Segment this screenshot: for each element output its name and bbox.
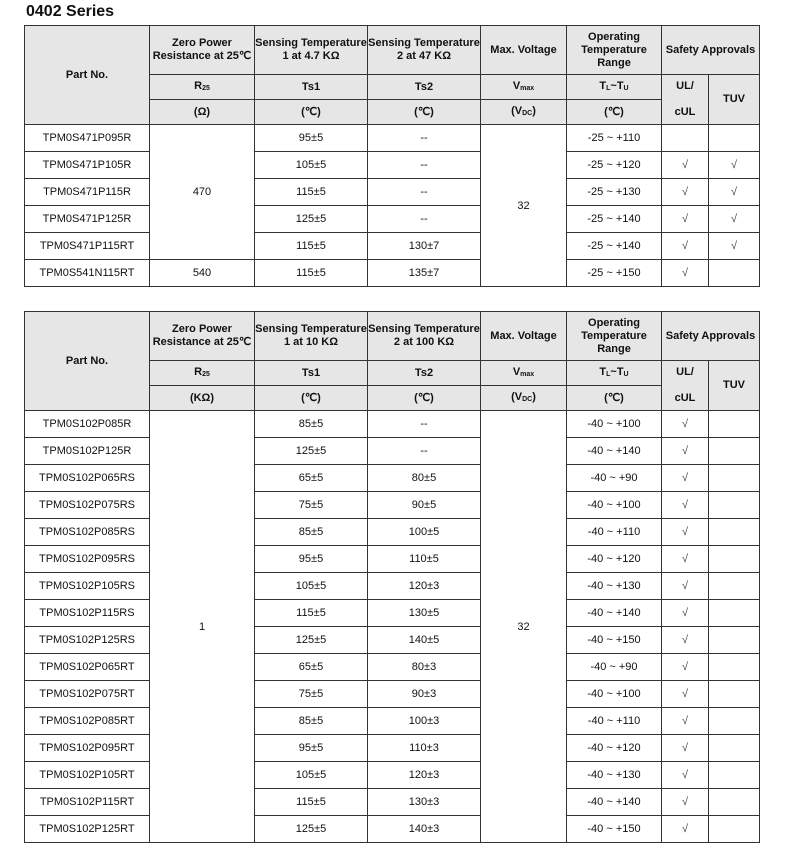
ts1-value: 95±5 <box>255 546 368 573</box>
ul-check: √ <box>662 438 709 465</box>
unit-vdc: $(V_{DC})$ <box>481 386 567 411</box>
unit-ts2: (℃) <box>368 100 481 125</box>
part-number: TPM0S102P095RS <box>25 546 150 573</box>
ts1-value: 115±5 <box>255 789 368 816</box>
unit-kohm: (KΩ) <box>150 386 255 411</box>
resistance-value: 470 <box>150 125 255 260</box>
part-number: TPM0S471P125R <box>25 206 150 233</box>
ts2-value: 100±5 <box>368 519 481 546</box>
table-row <box>25 816 760 843</box>
ts1-value: 95±5 <box>255 735 368 762</box>
tuv-check <box>709 260 760 287</box>
ul-check: √ <box>662 152 709 179</box>
header-part-no: Part No. <box>25 312 150 411</box>
ul-check: √ <box>662 816 709 843</box>
table-row <box>25 654 760 681</box>
ts2-value: 120±3 <box>368 762 481 789</box>
unit-ts1: (℃) <box>255 386 368 411</box>
unit-ohm: (Ω) <box>150 100 255 125</box>
part-number: TPM0S102P125RT <box>25 816 150 843</box>
unit-vdc: $(V_{DC})$ <box>481 100 567 125</box>
part-number: TPM0S102P085RT <box>25 708 150 735</box>
header-resistance: Zero Power Resistance at 25℃ <box>150 312 255 361</box>
part-number: TPM0S102P075RS <box>25 492 150 519</box>
header-part-no: Part No. <box>25 26 150 125</box>
ts1-value: 125±5 <box>255 816 368 843</box>
table-row <box>25 152 760 179</box>
tuv-check <box>709 762 760 789</box>
ul-check: √ <box>662 735 709 762</box>
range-value: -25 ~ +120 <box>567 152 662 179</box>
ul-check: √ <box>662 465 709 492</box>
tuv-check <box>709 573 760 600</box>
range-value: -40 ~ +90 <box>567 465 662 492</box>
part-number: TPM0S102P125R <box>25 438 150 465</box>
table-row <box>25 206 760 233</box>
series-title: 0402 Series <box>26 3 115 20</box>
table-row <box>25 465 760 492</box>
ts2-value: 130±7 <box>368 233 481 260</box>
range-value: -40 ~ +130 <box>567 573 662 600</box>
ts2-value: 110±3 <box>368 735 481 762</box>
table-row <box>25 735 760 762</box>
ul-check: √ <box>662 573 709 600</box>
ts2-value: 80±3 <box>368 654 481 681</box>
ts1-value: 105±5 <box>255 762 368 789</box>
table-row <box>25 681 760 708</box>
ts1-value: 105±5 <box>255 152 368 179</box>
ts2-value: 140±3 <box>368 816 481 843</box>
header-safety: Safety Approvals <box>662 26 760 75</box>
ts1-value: 115±5 <box>255 600 368 627</box>
range-value: -25 ~ +110 <box>567 125 662 152</box>
ts1-value: 75±5 <box>255 492 368 519</box>
table-row <box>25 233 760 260</box>
symbol-tl-tu: $T_L\sim T_U$ <box>567 361 662 386</box>
ts1-value: 115±5 <box>255 179 368 206</box>
table-row <box>25 789 760 816</box>
tuv-check <box>709 735 760 762</box>
part-number: TPM0S102P105RS <box>25 573 150 600</box>
ts1-value: 105±5 <box>255 573 368 600</box>
ts2-value: 120±3 <box>368 573 481 600</box>
symbol-vmax: $V_{max}$ <box>481 75 567 100</box>
symbol-r25: $R_{25}$ <box>150 361 255 386</box>
part-number: TPM0S471P115RT <box>25 233 150 260</box>
symbol-ts1: Ts1 <box>255 361 368 386</box>
header-ts1: Sensing Temperature 1 at 10 KΩ <box>255 312 368 361</box>
part-number: TPM0S102P085RS <box>25 519 150 546</box>
header-range: Operating Temperature Range <box>567 26 662 75</box>
ts1-value: 95±5 <box>255 125 368 152</box>
symbol-r25: $R_{25}$ <box>150 75 255 100</box>
tuv-check <box>709 708 760 735</box>
ts2-value: 110±5 <box>368 546 481 573</box>
range-value: -25 ~ +130 <box>567 179 662 206</box>
unit-ts2: (℃) <box>368 386 481 411</box>
spec-table-2 <box>24 311 760 843</box>
ts1-value: 85±5 <box>255 519 368 546</box>
range-value: -40 ~ +100 <box>567 411 662 438</box>
table-row <box>25 546 760 573</box>
symbol-ts2: Ts2 <box>368 75 481 100</box>
ts1-value: 85±5 <box>255 411 368 438</box>
ts2-value: 135±7 <box>368 260 481 287</box>
ts1-value: 65±5 <box>255 465 368 492</box>
part-number: TPM0S102P105RT <box>25 762 150 789</box>
ts1-value: 65±5 <box>255 654 368 681</box>
ul-check: √ <box>662 233 709 260</box>
unit-range: (℃) <box>567 100 662 125</box>
tuv-check <box>709 816 760 843</box>
range-value: -40 ~ +140 <box>567 600 662 627</box>
range-value: -40 ~ +100 <box>567 681 662 708</box>
symbol-vmax: $V_{max}$ <box>481 361 567 386</box>
range-value: -40 ~ +90 <box>567 654 662 681</box>
ul-check: √ <box>662 708 709 735</box>
tuv-check <box>709 546 760 573</box>
part-number: TPM0S102P095RT <box>25 735 150 762</box>
ts2-value: -- <box>368 179 481 206</box>
ul-check: √ <box>662 654 709 681</box>
ts2-value: -- <box>368 125 481 152</box>
part-number: TPM0S102P065RT <box>25 654 150 681</box>
part-number: TPM0S471P095R <box>25 125 150 152</box>
symbol-ts2: Ts2 <box>368 361 481 386</box>
header-ts2: Sensing Temperature 2 at 100 KΩ <box>368 312 481 361</box>
ts2-value: 130±3 <box>368 789 481 816</box>
ts2-value: -- <box>368 411 481 438</box>
tuv-check: √ <box>709 152 760 179</box>
ts2-value: -- <box>368 206 481 233</box>
ts2-value: -- <box>368 152 481 179</box>
part-number: TPM0S102P085R <box>25 411 150 438</box>
symbol-tuv: TUV <box>709 361 760 411</box>
ts1-value: 125±5 <box>255 206 368 233</box>
part-number: TPM0S471P105R <box>25 152 150 179</box>
header-resistance: Zero Power Resistance at 25℃ <box>150 26 255 75</box>
range-value: -40 ~ +110 <box>567 708 662 735</box>
ts2-value: 100±3 <box>368 708 481 735</box>
ts1-value: 115±5 <box>255 260 368 287</box>
ul-check: √ <box>662 411 709 438</box>
header-ts1: Sensing Temperature 1 at 4.7 KΩ <box>255 26 368 75</box>
range-value: -40 ~ +120 <box>567 546 662 573</box>
tuv-check <box>709 789 760 816</box>
part-number: TPM0S102P125RS <box>25 627 150 654</box>
header-range: Operating Temperature Range <box>567 312 662 361</box>
tuv-check: √ <box>709 206 760 233</box>
tuv-check <box>709 627 760 654</box>
range-value: -40 ~ +120 <box>567 735 662 762</box>
tuv-check <box>709 654 760 681</box>
range-value: -25 ~ +140 <box>567 233 662 260</box>
range-value: -40 ~ +100 <box>567 492 662 519</box>
table-row <box>25 519 760 546</box>
tuv-check <box>709 411 760 438</box>
part-number: TPM0S102P065RS <box>25 465 150 492</box>
ul-check: √ <box>662 789 709 816</box>
ts2-value: 80±5 <box>368 465 481 492</box>
header-ts2: Sensing Temperature 2 at 47 KΩ <box>368 26 481 75</box>
header-safety: Safety Approvals <box>662 312 760 361</box>
range-value: -40 ~ +140 <box>567 438 662 465</box>
tuv-check <box>709 600 760 627</box>
table-row <box>25 762 760 789</box>
range-value: -40 ~ +150 <box>567 627 662 654</box>
symbol-tl-tu: $T_L\sim T_U$ <box>567 75 662 100</box>
ts1-value: 125±5 <box>255 627 368 654</box>
part-number: TPM0S541N115RT <box>25 260 150 287</box>
ts2-value: 130±5 <box>368 600 481 627</box>
table-row <box>25 708 760 735</box>
ul-check: √ <box>662 546 709 573</box>
tuv-check <box>709 438 760 465</box>
symbol-ts1: Ts1 <box>255 75 368 100</box>
ul-check: √ <box>662 519 709 546</box>
ul-check: √ <box>662 762 709 789</box>
table-row <box>25 492 760 519</box>
ts2-value: 140±5 <box>368 627 481 654</box>
ts1-value: 115±5 <box>255 233 368 260</box>
range-value: -40 ~ +130 <box>567 762 662 789</box>
ts2-value: 90±3 <box>368 681 481 708</box>
tuv-check <box>709 125 760 152</box>
table-row <box>25 438 760 465</box>
table-row <box>25 573 760 600</box>
part-number: TPM0S102P115RS <box>25 600 150 627</box>
part-number: TPM0S102P075RT <box>25 681 150 708</box>
table-row <box>25 125 760 152</box>
ul-check: √ <box>662 492 709 519</box>
ul-check: √ <box>662 627 709 654</box>
range-value: -40 ~ +140 <box>567 789 662 816</box>
resistance-value: 1 <box>150 411 255 843</box>
ul-check: √ <box>662 681 709 708</box>
tuv-check <box>709 465 760 492</box>
ts1-value: 75±5 <box>255 681 368 708</box>
unit-ts1: (℃) <box>255 100 368 125</box>
tuv-check <box>709 519 760 546</box>
table-row <box>25 411 760 438</box>
tuv-check <box>709 681 760 708</box>
ul-check: √ <box>662 600 709 627</box>
ul-check: √ <box>662 206 709 233</box>
range-value: -25 ~ +150 <box>567 260 662 287</box>
table-row <box>25 627 760 654</box>
ts2-value: -- <box>368 438 481 465</box>
symbol-tuv: TUV <box>709 75 760 125</box>
symbol-ul-cul: UL/ cUL <box>662 361 709 411</box>
resistance-value: 540 <box>150 260 255 287</box>
table-row <box>25 260 760 287</box>
range-value: -25 ~ +140 <box>567 206 662 233</box>
ts2-value: 90±5 <box>368 492 481 519</box>
symbol-ul-cul: UL/ cUL <box>662 75 709 125</box>
table-row <box>25 179 760 206</box>
header-vmax: Max. Voltage <box>481 312 567 361</box>
unit-range: (℃) <box>567 386 662 411</box>
range-value: -40 ~ +150 <box>567 816 662 843</box>
part-number: TPM0S471P115R <box>25 179 150 206</box>
voltage-value: 32 <box>481 411 567 843</box>
ul-check: √ <box>662 260 709 287</box>
tuv-check <box>709 492 760 519</box>
table-row <box>25 600 760 627</box>
ul-check: √ <box>662 179 709 206</box>
ts1-value: 85±5 <box>255 708 368 735</box>
part-number: TPM0S102P115RT <box>25 789 150 816</box>
spec-table-1 <box>24 25 760 287</box>
tuv-check: √ <box>709 179 760 206</box>
header-vmax: Max. Voltage <box>481 26 567 75</box>
range-value: -40 ~ +110 <box>567 519 662 546</box>
voltage-value: 32 <box>481 125 567 287</box>
ul-check <box>662 125 709 152</box>
tuv-check: √ <box>709 233 760 260</box>
ts1-value: 125±5 <box>255 438 368 465</box>
